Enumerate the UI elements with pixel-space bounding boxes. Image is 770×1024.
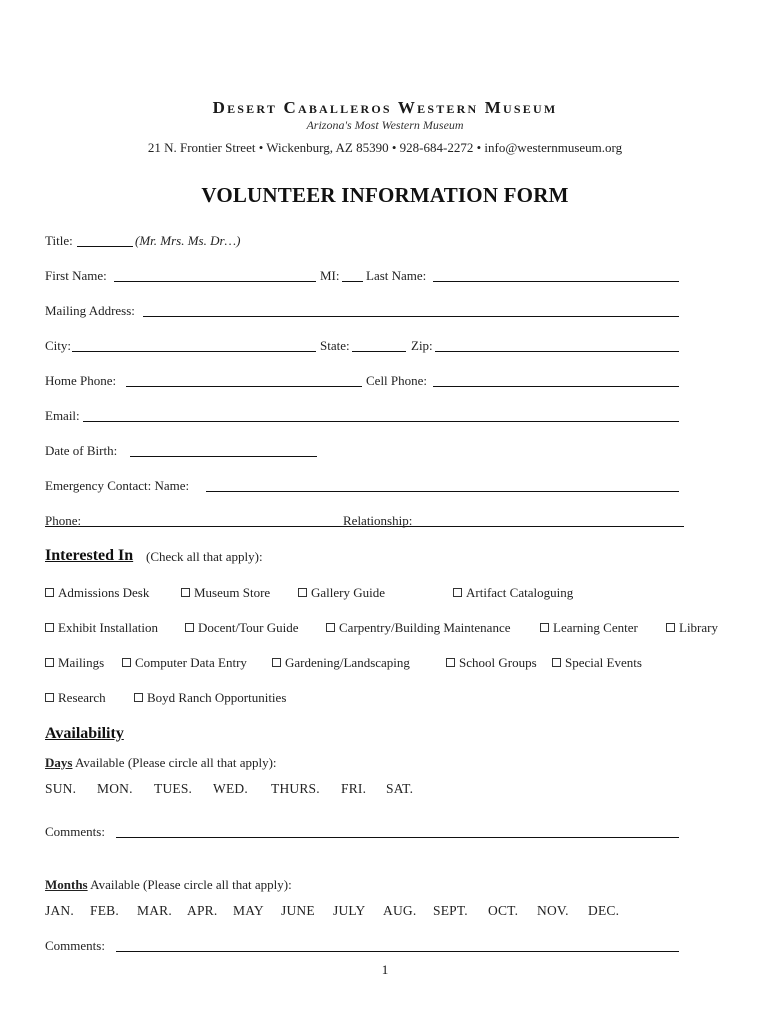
home-phone-field[interactable] (126, 386, 362, 387)
month-aug[interactable]: AUG. (383, 903, 417, 918)
days-line (45, 755, 277, 771)
month-oct[interactable]: OCT. (488, 903, 519, 918)
last-name-label: Last Name: (366, 268, 427, 283)
last-name-field[interactable] (433, 281, 679, 282)
museum-name: Desert Caballeros Western Museum (212, 98, 558, 117)
form-title: VOLUNTEER INFORMATION FORM (201, 183, 569, 207)
month-apr[interactable]: APR. (187, 903, 218, 918)
month-sept[interactable]: SEPT. (433, 903, 468, 918)
days-comments-field[interactable] (116, 837, 679, 838)
first-name-field[interactable] (114, 281, 316, 282)
checkbox-icon[interactable] (552, 658, 561, 667)
month-jan[interactable]: JAN. (45, 903, 74, 918)
interest-admissions-desk[interactable]: Admissions Desk (45, 585, 149, 601)
title-field[interactable] (77, 246, 133, 247)
mailing-address-field[interactable] (143, 316, 679, 317)
emergency-contact-field[interactable] (206, 491, 679, 492)
days-comments-label: Comments: (45, 824, 105, 839)
dob-label: Date of Birth: (45, 443, 118, 458)
title-label: Title: (45, 233, 73, 248)
interest-mailings[interactable]: Mailings (45, 655, 104, 671)
interests-heading: Interested In (45, 547, 134, 564)
months-comments-label: Comments: (45, 938, 105, 953)
museum-address: 21 N. Frontier Street • Wickenburg, AZ 85390 • 928-684-2272 • info@westernmuseum.org (147, 140, 623, 155)
zip-field[interactable] (435, 351, 679, 352)
month-mar[interactable]: MAR. (137, 903, 172, 918)
months-note: Available (Please circle all that apply): (90, 877, 292, 892)
interest-exhibit-installation[interactable]: Exhibit Installation (45, 620, 158, 636)
days-note: Available (Please circle all that apply): (75, 755, 277, 770)
checkbox-icon[interactable] (185, 623, 194, 632)
city-field[interactable] (72, 351, 316, 352)
day-sat[interactable]: SAT. (386, 781, 414, 796)
title-hint: (Mr. Mrs. Ms. Dr…) (135, 233, 241, 248)
interest-carpentry[interactable]: Carpentry/Building Maintenance (326, 620, 510, 636)
month-may[interactable]: MAY (233, 903, 264, 918)
day-mon[interactable]: MON. (97, 781, 133, 796)
checkbox-icon[interactable] (446, 658, 455, 667)
day-thurs[interactable]: THURS. (271, 781, 320, 796)
state-field[interactable] (352, 351, 406, 352)
months-line (45, 877, 292, 893)
emergency-contact-label: Emergency Contact: Name: (45, 478, 190, 493)
cell-phone-field[interactable] (433, 386, 679, 387)
interest-gardening[interactable]: Gardening/Landscaping (272, 655, 410, 671)
first-name-label: First Name: (45, 268, 107, 283)
checkbox-icon[interactable] (45, 623, 54, 632)
interest-artifact-cataloguing[interactable]: Artifact Cataloguing (453, 585, 573, 601)
state-label: State: (320, 338, 350, 353)
months-label: Months (45, 877, 88, 892)
day-wed[interactable]: WED. (213, 781, 248, 796)
interest-special-events[interactable]: Special Events (552, 655, 642, 671)
checkbox-icon[interactable] (540, 623, 549, 632)
interest-gallery-guide[interactable]: Gallery Guide (298, 585, 385, 601)
month-feb[interactable]: FEB. (90, 903, 119, 918)
day-tues[interactable]: TUES. (154, 781, 193, 796)
month-nov[interactable]: NOV. (537, 903, 569, 918)
month-dec[interactable]: DEC. (588, 903, 620, 918)
city-label: City: (45, 338, 72, 353)
interest-boyd-ranch[interactable]: Boyd Ranch Opportunities (134, 690, 286, 706)
checkbox-icon[interactable] (122, 658, 131, 667)
checkbox-icon[interactable] (45, 693, 54, 702)
month-june[interactable]: JUNE (281, 903, 315, 918)
checkbox-icon[interactable] (666, 623, 675, 632)
email-label: Email: (45, 408, 80, 423)
relationship-label: Relationship: (343, 513, 413, 528)
days-label: Days (45, 755, 73, 770)
emergency-phone-label: Phone: (45, 513, 82, 528)
checkbox-icon[interactable] (453, 588, 462, 597)
home-phone-label: Home Phone: (45, 373, 117, 388)
mailing-address-label: Mailing Address: (45, 303, 135, 318)
interest-docent-tour-guide[interactable]: Docent/Tour Guide (185, 620, 299, 636)
email-field[interactable] (83, 421, 679, 422)
interest-library[interactable]: Library (666, 620, 718, 636)
checkbox-icon[interactable] (326, 623, 335, 632)
museum-tagline: Arizona's Most Western Museum (306, 118, 464, 132)
day-fri[interactable]: FRI. (341, 781, 367, 796)
interest-learning-center[interactable]: Learning Center (540, 620, 638, 636)
checkbox-icon[interactable] (45, 588, 54, 597)
checkbox-icon[interactable] (298, 588, 307, 597)
day-sun[interactable]: SUN. (45, 781, 77, 796)
checkbox-icon[interactable] (45, 658, 54, 667)
cell-phone-label: Cell Phone: (366, 373, 428, 388)
interest-school-groups[interactable]: School Groups (446, 655, 537, 671)
checkbox-icon[interactable] (272, 658, 281, 667)
mi-label: MI: (320, 268, 340, 283)
availability-heading: Availability (45, 725, 124, 742)
zip-label: Zip: (411, 338, 433, 353)
mi-field[interactable] (342, 281, 363, 282)
dob-field[interactable] (130, 456, 317, 457)
interests-note: (Check all that apply): (146, 549, 263, 564)
checkbox-icon[interactable] (181, 588, 190, 597)
month-july[interactable]: JULY (333, 903, 366, 918)
page-number: 1 (381, 962, 389, 977)
checkbox-icon[interactable] (134, 693, 143, 702)
interest-museum-store[interactable]: Museum Store (181, 585, 270, 601)
interest-computer-data-entry[interactable]: Computer Data Entry (122, 655, 247, 671)
months-comments-field[interactable] (116, 951, 679, 952)
interest-research[interactable]: Research (45, 690, 106, 706)
